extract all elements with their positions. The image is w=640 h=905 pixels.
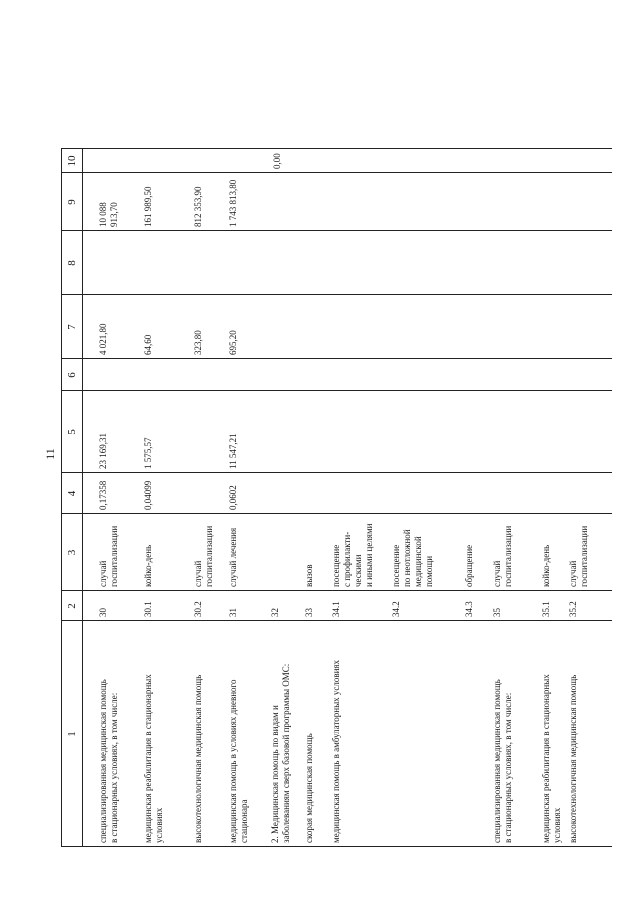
row-code: 35.1 (541, 601, 551, 617)
row-unit: случай (193, 560, 203, 587)
cell-col-9: 913,70 (109, 202, 119, 227)
row-label: высокотехнологичная медицинская помощь (568, 674, 578, 843)
row-code: 34.3 (464, 601, 474, 617)
row-label: медицинская реабилитация в стационарных (541, 674, 551, 843)
cell-col-9: 812 353,90 (193, 186, 203, 227)
column-header-4: 4 (66, 490, 78, 497)
cell-col-7: 64,60 (143, 334, 153, 355)
header-top-rule (61, 148, 62, 847)
column-divider (61, 846, 612, 847)
cell-col-4: 0,04099 (143, 480, 153, 510)
row-label: стационара (239, 799, 249, 843)
cell-col-7: 323,80 (193, 330, 203, 355)
row-label: в стационарных условиях, в том числе: (503, 692, 513, 843)
cell-col-10: 0,00 (272, 153, 282, 169)
row-label: скорая медицинская помощь (304, 733, 314, 843)
row-unit: случай лечения (228, 527, 238, 587)
row-unit: по неотложной (402, 529, 412, 587)
row-unit: с профилакти- (342, 531, 352, 587)
column-header-5: 5 (66, 429, 78, 435)
cell-col-9: 161 989,50 (143, 186, 153, 227)
cell-col-4: 0,17358 (98, 480, 108, 510)
row-unit: госпитализации (579, 525, 589, 587)
row-label: специализированная медицинская помощь (492, 679, 502, 843)
row-label: специализированная медицинская помощь (98, 679, 108, 843)
row-unit: койко-день (143, 544, 153, 587)
column-header-10: 10 (66, 155, 78, 167)
row-label: высокотехнологичная медицинская помощь (193, 674, 203, 843)
row-label: заболеваниям сверх базовой программы ОМС: (281, 663, 291, 843)
row-code: 35.2 (568, 601, 578, 617)
column-divider (61, 472, 612, 473)
column-header-3: 3 (66, 549, 78, 556)
column-divider (61, 358, 612, 359)
row-unit: койко-день (541, 544, 551, 587)
row-label: в стационарных условиях, в том числе: (109, 692, 119, 843)
column-header-9: 9 (66, 199, 78, 205)
row-unit: вызов (304, 564, 314, 587)
page-number: 11 (42, 448, 57, 460)
cell-col-9: 10 088 (98, 202, 108, 227)
row-unit: случай (492, 560, 502, 587)
cell-col-7: 695,20 (228, 330, 238, 355)
column-divider (61, 294, 612, 295)
row-label: условиях (154, 807, 164, 843)
column-header-8: 8 (66, 260, 78, 266)
row-code: 34.2 (391, 601, 401, 617)
row-code: 30.2 (193, 601, 203, 617)
row-label: медицинская помощь в условиях дневного (228, 679, 238, 843)
cell-col-5: 23 169,31 (98, 433, 108, 469)
row-unit: госпитализации (109, 525, 119, 587)
row-code: 34.1 (331, 601, 341, 617)
column-divider (61, 148, 612, 149)
row-unit: случай (568, 560, 578, 587)
row-code: 33 (304, 608, 314, 617)
row-unit: и иными целями (364, 523, 374, 587)
row-code: 35 (492, 608, 502, 617)
row-code: 30 (98, 608, 108, 617)
row-unit: госпитализации (503, 525, 513, 587)
row-unit: медицинской (413, 536, 423, 587)
column-header-7: 7 (66, 324, 78, 330)
cell-col-7: 4 021,80 (98, 323, 108, 355)
column-divider (61, 390, 612, 391)
column-divider (61, 230, 612, 231)
row-unit: госпитализации (204, 525, 214, 587)
row-label: условиях (552, 807, 562, 843)
column-header-2: 2 (66, 603, 78, 609)
row-unit: посещение (391, 544, 401, 587)
row-unit: случай (98, 560, 108, 587)
row-code: 30.1 (143, 601, 153, 617)
cell-col-4: 0,0602 (228, 485, 238, 510)
header-bottom-rule (82, 148, 83, 847)
row-label: медицинская помощь в амбулаторных условиях (331, 659, 341, 843)
row-code: 32 (270, 608, 280, 617)
column-header-6: 6 (66, 372, 78, 378)
row-unit: посещение (331, 544, 341, 587)
row-label: 2. Медицинская помощь по видам и (270, 705, 280, 843)
column-divider (61, 620, 612, 621)
column-header-1: 1 (66, 731, 78, 737)
cell-col-5: 11 547,21 (228, 433, 238, 469)
row-unit: обращение (464, 544, 474, 587)
column-divider (61, 590, 612, 591)
row-unit: ческими (353, 554, 363, 587)
row-unit: помощи (424, 555, 434, 587)
cell-col-9: 1 743 813,80 (228, 179, 238, 227)
cell-col-5: 1 575,57 (143, 437, 153, 469)
row-code: 31 (228, 608, 238, 617)
column-divider (61, 172, 612, 173)
column-divider (61, 513, 612, 514)
row-label: медицинская реабилитация в стационарных (143, 674, 153, 843)
